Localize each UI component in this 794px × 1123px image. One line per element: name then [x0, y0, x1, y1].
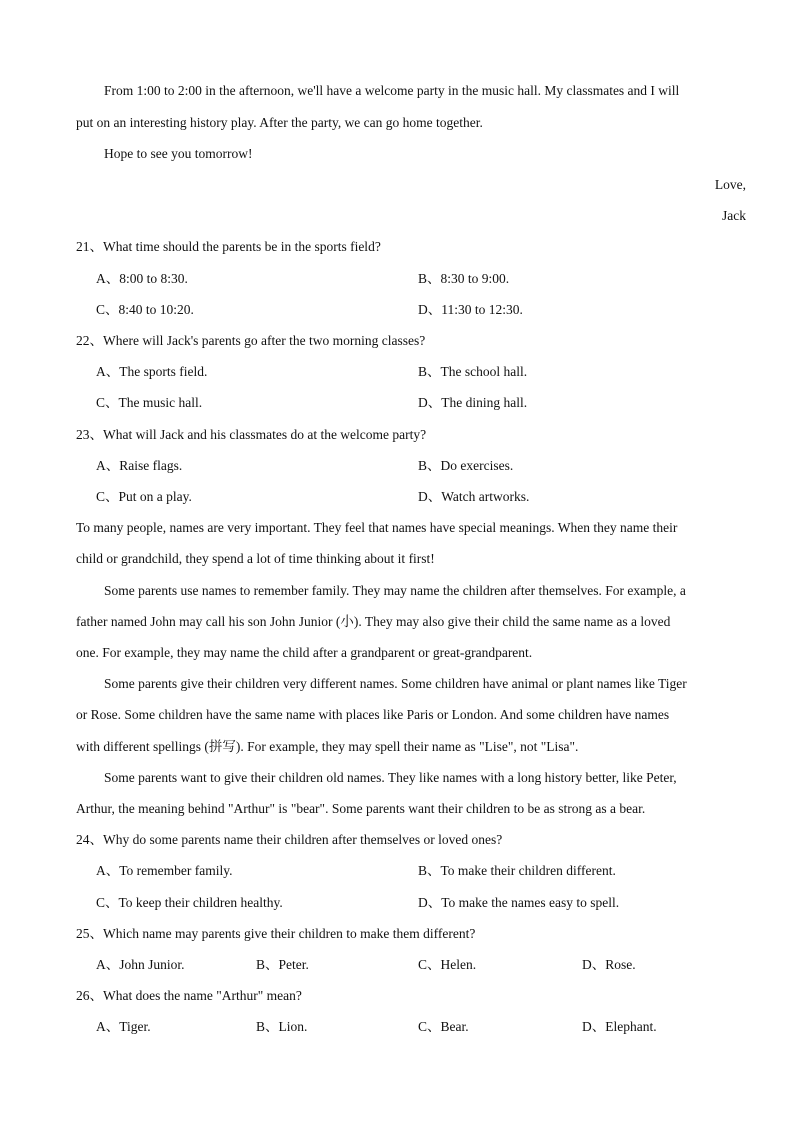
answer-option: C、The music hall. [96, 395, 203, 410]
letter-closing-line: Hope to see you tomorrow! [104, 146, 253, 161]
answer-option: D、To make the names easy to spell. [418, 895, 620, 910]
passage-line: with different spellings (拼写). For example, they may spell their name as "Lise", not "Lisa". [76, 739, 579, 754]
passage-line: Some parents give their children very different names. Some children have animal or plant names like Tiger [104, 676, 687, 691]
question-stem: 22、Where will Jack's parents go after the two morning classes? [76, 333, 426, 348]
answer-option: C、Bear. [418, 1019, 469, 1034]
answer-option: D、Elephant. [582, 1019, 657, 1034]
letter-paragraph-line: put on an interesting history play. After the party, we can go home together. [76, 115, 483, 130]
passage-line: To many people, names are very important. They feel that names have special meanings. When they name their [76, 520, 678, 535]
question-stem: 24、Why do some parents name their children after themselves or loved ones? [76, 832, 503, 847]
answer-option: C、8:40 to 10:20. [96, 302, 194, 317]
answer-option: C、Put on a play. [96, 489, 192, 504]
passage-line: Arthur, the meaning behind "Arthur" is "bear". Some parents want their children to be as strong as a bear. [76, 801, 646, 816]
answer-option: B、Lion. [256, 1019, 308, 1034]
answer-option: D、The dining hall. [418, 395, 528, 410]
letter-signoff: Love, [714, 177, 746, 192]
answer-option: C、Helen. [418, 957, 477, 972]
answer-option: B、The school hall. [418, 364, 528, 379]
passage-line: one. For example, they may name the child after a grandparent or great-grandparent. [76, 645, 533, 660]
answer-option: A、John Junior. [96, 957, 185, 972]
passage-line: Some parents use names to remember family. They may name the children after themselves. For example, a [104, 583, 686, 598]
answer-option: B、To make their children different. [418, 863, 616, 878]
answer-option: A、Raise flags. [96, 458, 183, 473]
passage-line: child or grandchild, they spend a lot of time thinking about it first! [76, 551, 435, 566]
question-stem: 25、Which name may parents give their children to make them different? [76, 926, 476, 941]
letter-paragraph-line: From 1:00 to 2:00 in the afternoon, we'll have a welcome party in the music hall. My classmates and I will [104, 83, 680, 98]
question-stem: 23、What will Jack and his classmates do at the welcome party? [76, 427, 427, 442]
passage-line: or Rose. Some children have the same name with places like Paris or London. And some children have names [76, 707, 670, 722]
answer-option: A、The sports field. [96, 364, 208, 379]
question-stem: 21、What time should the parents be in the sports field? [76, 239, 381, 254]
answer-option: D、11:30 to 12:30. [418, 302, 523, 317]
answer-option: D、Watch artworks. [418, 489, 530, 504]
answer-option: A、8:00 to 8:30. [96, 271, 188, 286]
letter-signature: Jack [722, 208, 746, 223]
answer-option: C、To keep their children healthy. [96, 895, 283, 910]
answer-option: B、Peter. [256, 957, 309, 972]
answer-option: A、Tiger. [96, 1019, 151, 1034]
question-stem: 26、What does the name "Arthur" mean? [76, 988, 302, 1003]
answer-option: A、To remember family. [96, 863, 233, 878]
passage-line: Some parents want to give their children old names. They like names with a long history better, like Peter, [104, 770, 677, 785]
answer-option: B、Do exercises. [418, 458, 514, 473]
answer-option: D、Rose. [582, 957, 636, 972]
passage-line: father named John may call his son John Junior (小). They may also give their child the same name as a loved [76, 614, 671, 629]
answer-option: B、8:30 to 9:00. [418, 271, 510, 286]
